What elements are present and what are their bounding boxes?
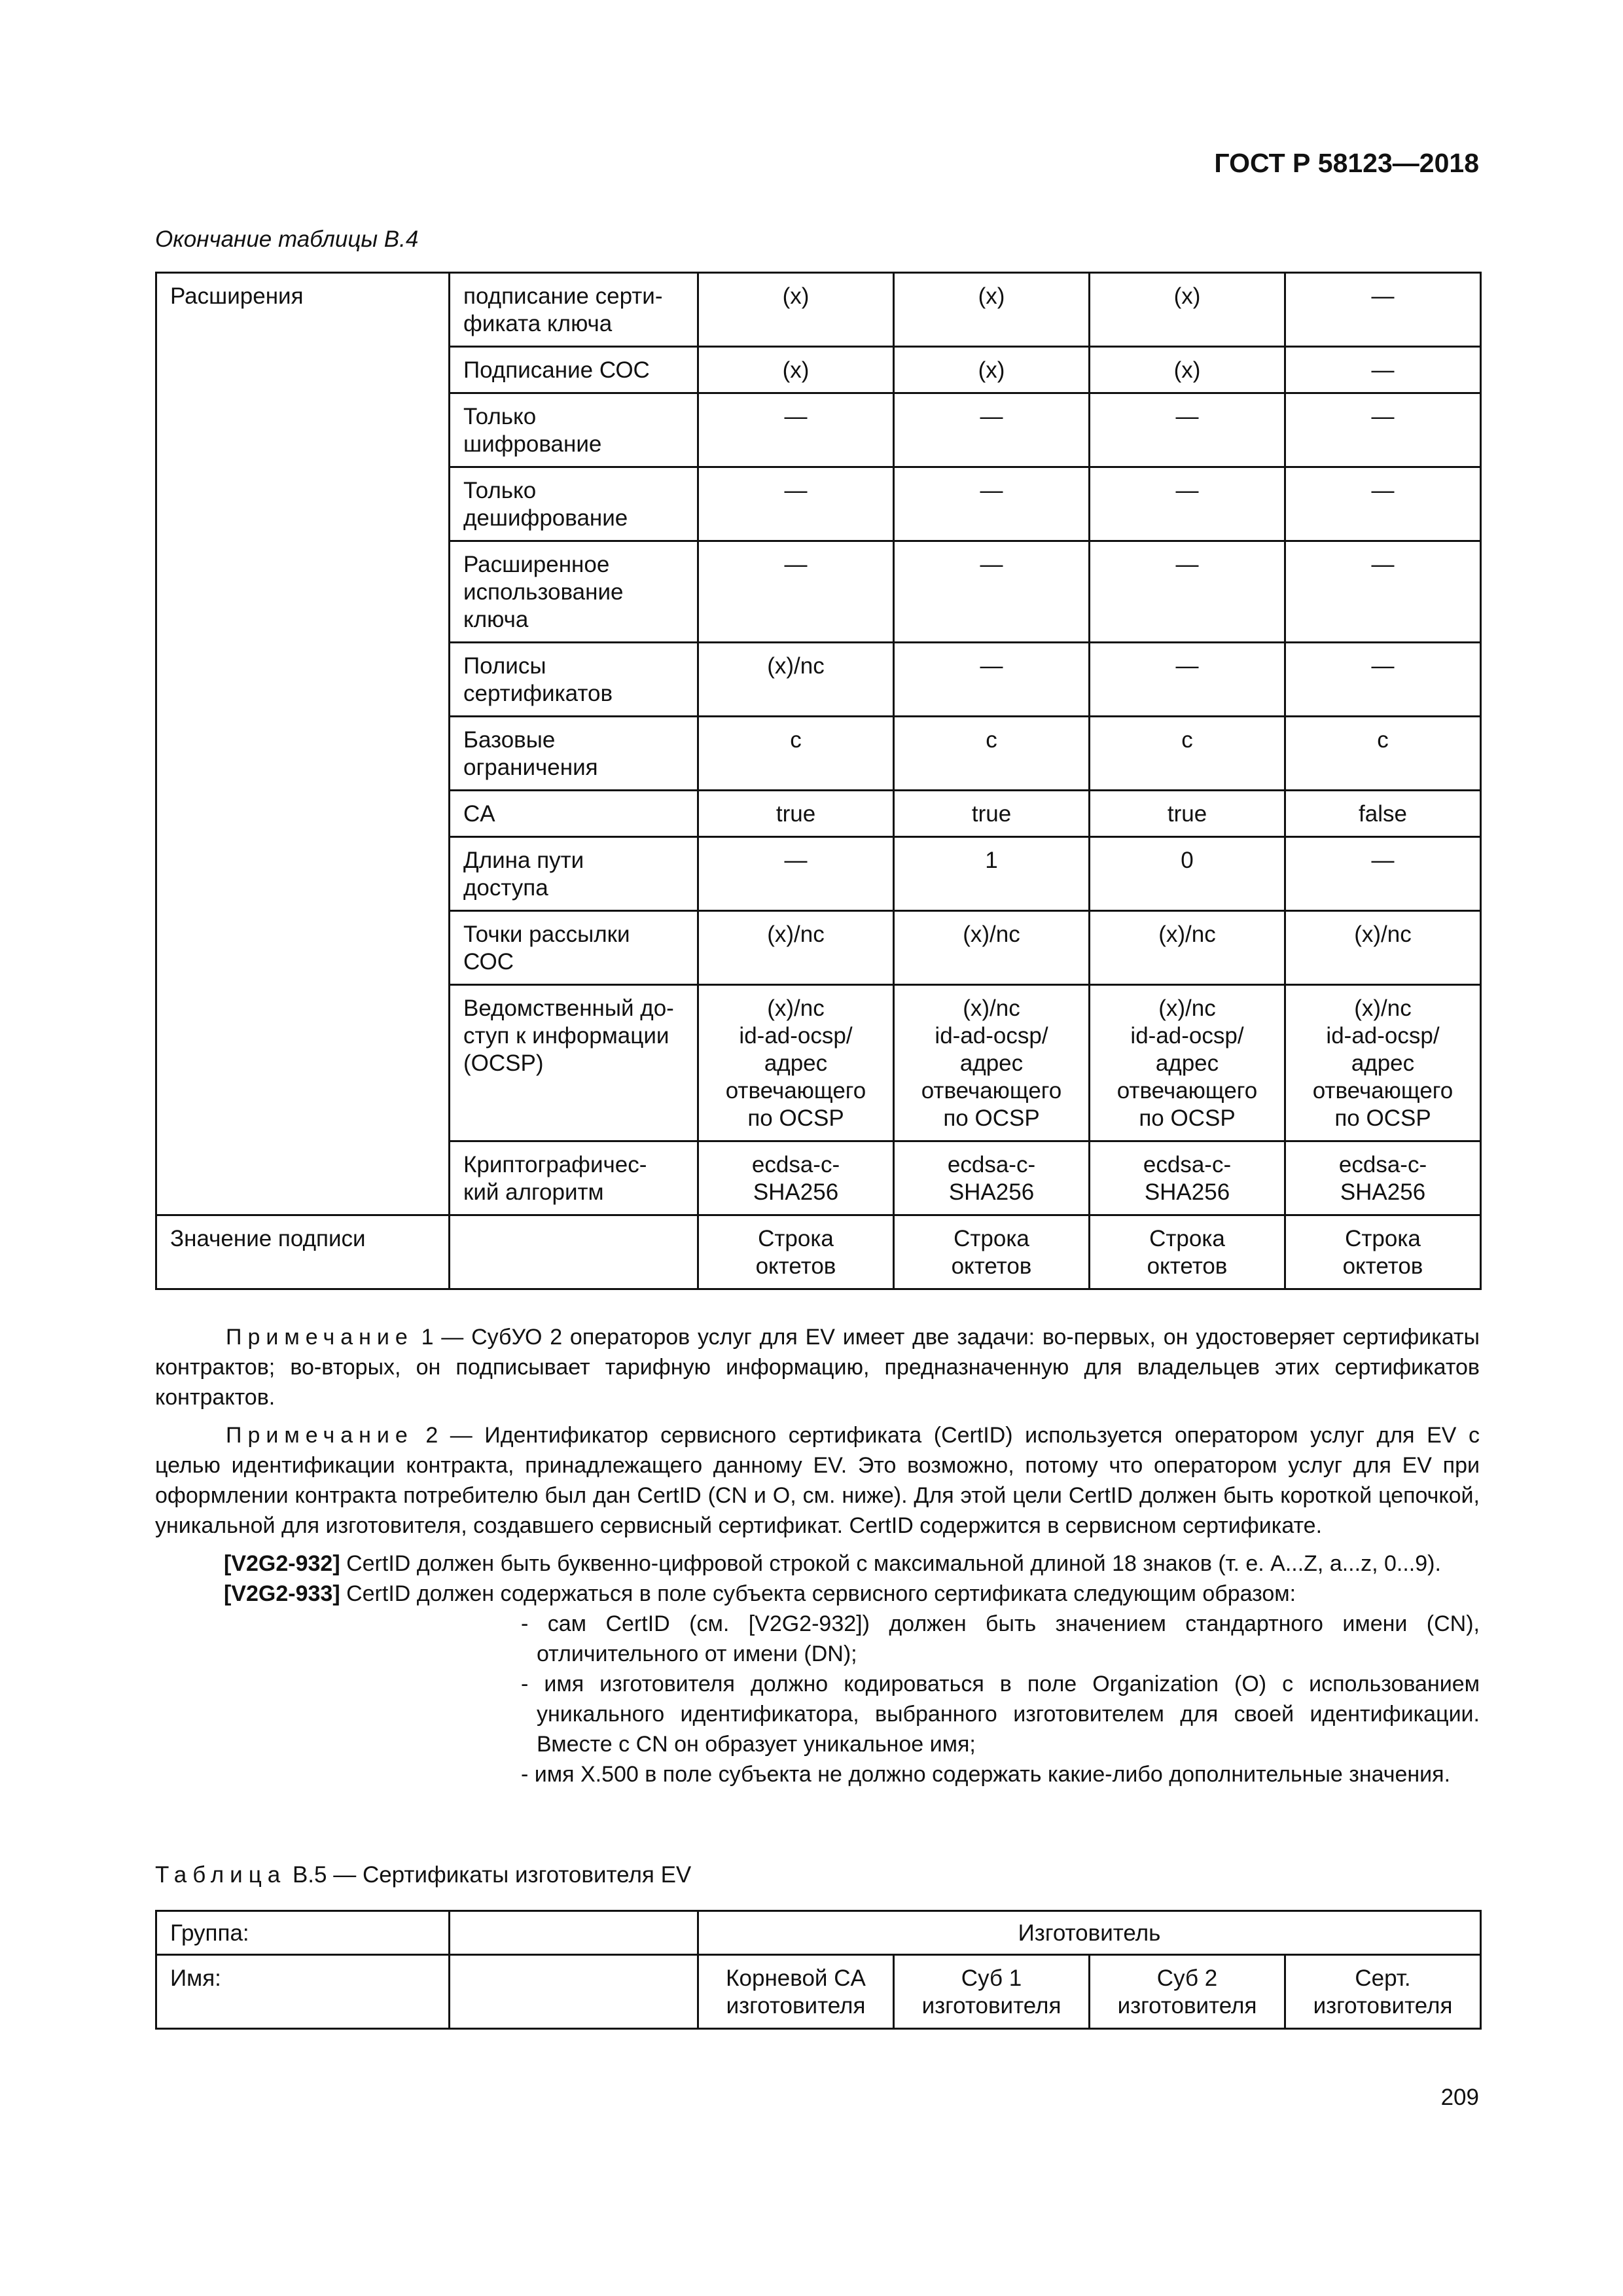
value-cell: (x)/nc id-ad-ocsp/ адрес отвечающего по OCSP (1285, 985, 1481, 1141)
value-cell: — (1285, 273, 1481, 347)
field-name-cell: CA (450, 791, 698, 837)
field-name-cell: Длина пути доступа (450, 837, 698, 911)
group-value-cell: Изготовитель (698, 1911, 1481, 1955)
value-cell: ecdsa-c- SHA256 (698, 1141, 894, 1215)
value-cell: — (1285, 541, 1481, 643)
requirement-text: CertID должен содержаться в поле субъекта сервисного сертификата следующим образом: (340, 1581, 1296, 1606)
value-cell: (x)/nc id-ad-ocsp/ адрес отвечающего по OCSP (1090, 985, 1285, 1141)
value-cell: — (1285, 467, 1481, 541)
table-b5 (155, 1910, 1482, 2030)
note-1 (155, 1322, 1480, 1412)
value-cell: — (698, 467, 894, 541)
value-cell: — (1285, 643, 1481, 717)
value-cell: — (894, 541, 1090, 643)
field-name-cell: Только шифрование (450, 393, 698, 467)
value-cell: (x)/nc (894, 911, 1090, 985)
value-cell: c (1090, 717, 1285, 791)
value-cell: false (1285, 791, 1481, 837)
value-cell: Строка октетов (1285, 1215, 1481, 1289)
requirement-id: [V2G2-933] (224, 1581, 340, 1606)
note-1-text: 1 — СубУО 2 операторов услуг для EV имеет две задачи: во-первых, он удостоверяет сертификаты контрактов; во-вторых, он подписывает тарифную информацию, предназначенную для владельцев этих сертификатов контрактов. (155, 1325, 1480, 1410)
notes-block (155, 1322, 1480, 1789)
table-b5-caption-label: Таблица (155, 1862, 287, 1888)
value-cell: Строка октетов (894, 1215, 1090, 1289)
table-row (156, 1955, 1481, 2029)
group-cell: Значение подписи (156, 1215, 450, 1289)
value-cell: ecdsa-c- SHA256 (1090, 1141, 1285, 1215)
column-header-cell: Серт. изготовителя (1285, 1955, 1481, 2029)
value-cell: — (1090, 643, 1285, 717)
field-name-cell: подписание серти- фиката ключа (450, 273, 698, 347)
table-row (156, 273, 1481, 347)
value-cell: (x)/nc (1090, 911, 1285, 985)
value-cell: (x)/nc id-ad-ocsp/ адрес отвечающего по OCSP (894, 985, 1090, 1141)
value-cell: Строка октетов (698, 1215, 894, 1289)
value-cell: — (698, 837, 894, 911)
value-cell: c (894, 717, 1090, 791)
column-header-cell: Корневой CA изготовителя (698, 1955, 894, 2029)
bullet-item: - сам CertID (см. [V2G2-932]) должен быть значением стандартного имени (CN), отличительного от имени (DN); (521, 1611, 1480, 1666)
field-name-cell: Ведомственный до- ступ к информации (OCSP) (450, 985, 698, 1141)
value-cell: (x) (1090, 273, 1285, 347)
value-cell: — (1090, 393, 1285, 467)
group-cell: Расширения (156, 273, 450, 1215)
empty-cell (450, 1955, 698, 2029)
field-name-cell: Криптографичес- кий алгоритм (450, 1141, 698, 1215)
value-cell: — (698, 393, 894, 467)
field-name-cell: Базовые ограничения (450, 717, 698, 791)
empty-cell (450, 1911, 698, 1955)
group-label-cell: Группа: (156, 1911, 450, 1955)
bullet-item: - имя изготовителя должно кодироваться в поле Organization (O) с использованием уникального идентификатора, выбранного изготовителем для своей идентификации. Вместе с CN он образует уникальное имя; (521, 1672, 1480, 1757)
value-cell: (x)/nc (698, 643, 894, 717)
value-cell: — (698, 541, 894, 643)
value-cell: (x)/nc (1285, 911, 1481, 985)
value-cell: (x)/nc id-ad-ocsp/ адрес отвечающего по OCSP (698, 985, 894, 1141)
column-header-cell: Суб 2 изготовителя (1090, 1955, 1285, 2029)
value-cell: — (1285, 347, 1481, 393)
table-b4 (155, 272, 1482, 1290)
note-1-label: Примечание (226, 1325, 414, 1350)
value-cell: (x) (698, 273, 894, 347)
value-cell: 0 (1090, 837, 1285, 911)
value-cell: true (894, 791, 1090, 837)
name-label-cell: Имя: (156, 1955, 450, 2029)
value-cell: (x) (1090, 347, 1285, 393)
table-b5-caption (155, 1862, 691, 1888)
value-cell: (x) (894, 273, 1090, 347)
value-cell: ecdsa-c- SHA256 (1285, 1141, 1481, 1215)
value-cell: true (1090, 791, 1285, 837)
note-2-text: 2 — Идентификатор сервисного сертификата (CertID) используется оператором услуг для EV с целью идентификации контракта, принадлежащего данному EV. Это возможно, потому что оператором услуг для EV при оформлении контракта потребителю был дан CertID (CN и O, см. ниже). Для этой цели CertID должен быть короткой цепочкой, уникальной для изготовителя, создавшего сервисный сертификат. CertID содержится в сервисном сертификате. (155, 1423, 1480, 1538)
value-cell: (x)/nc (698, 911, 894, 985)
value-cell: 1 (894, 837, 1090, 911)
requirement-932 (155, 1549, 1480, 1579)
field-name-cell (450, 1215, 698, 1289)
value-cell: (x) (698, 347, 894, 393)
note-2 (155, 1420, 1480, 1541)
value-cell: — (894, 643, 1090, 717)
field-name-cell: Полисы сертификатов (450, 643, 698, 717)
field-name-cell: Точки рассылки СОС (450, 911, 698, 985)
requirement-id: [V2G2-932] (224, 1551, 340, 1576)
requirement-933 (155, 1579, 1480, 1609)
table-row (156, 1911, 1481, 1955)
value-cell: — (1285, 837, 1481, 911)
value-cell: ecdsa-c- SHA256 (894, 1141, 1090, 1215)
value-cell: — (894, 393, 1090, 467)
requirement-text: CertID должен быть буквенно-цифровой строкой с максимальной длиной 18 знаков (т. е. A...Z, a...z, 0...9). (340, 1551, 1441, 1576)
table-continuation-caption: Окончание таблицы В.4 (155, 226, 419, 252)
column-header-cell: Суб 1 изготовителя (894, 1955, 1090, 2029)
value-cell: true (698, 791, 894, 837)
field-name-cell: Подписание СОС (450, 347, 698, 393)
value-cell: Строка октетов (1090, 1215, 1285, 1289)
value-cell: — (1090, 467, 1285, 541)
standard-code: ГОСТ Р 58123—2018 (1214, 148, 1479, 178)
table-b5-caption-text: В.5 — Сертификаты изготовителя EV (286, 1862, 692, 1888)
value-cell: — (1090, 541, 1285, 643)
value-cell: c (1285, 717, 1481, 791)
value-cell: — (894, 467, 1090, 541)
field-name-cell: Расширенное использование ключа (450, 541, 698, 643)
value-cell: — (1285, 393, 1481, 467)
table-row (156, 1215, 1481, 1289)
field-name-cell: Только дешифрование (450, 467, 698, 541)
value-cell: c (698, 717, 894, 791)
page-number: 209 (1440, 2085, 1479, 2110)
bullet-item: - имя X.500 в поле субъекта не должно содержать какие-либо дополнительные значения. (521, 1762, 1451, 1787)
value-cell: (x) (894, 347, 1090, 393)
note-2-label: Примечание (226, 1423, 414, 1448)
